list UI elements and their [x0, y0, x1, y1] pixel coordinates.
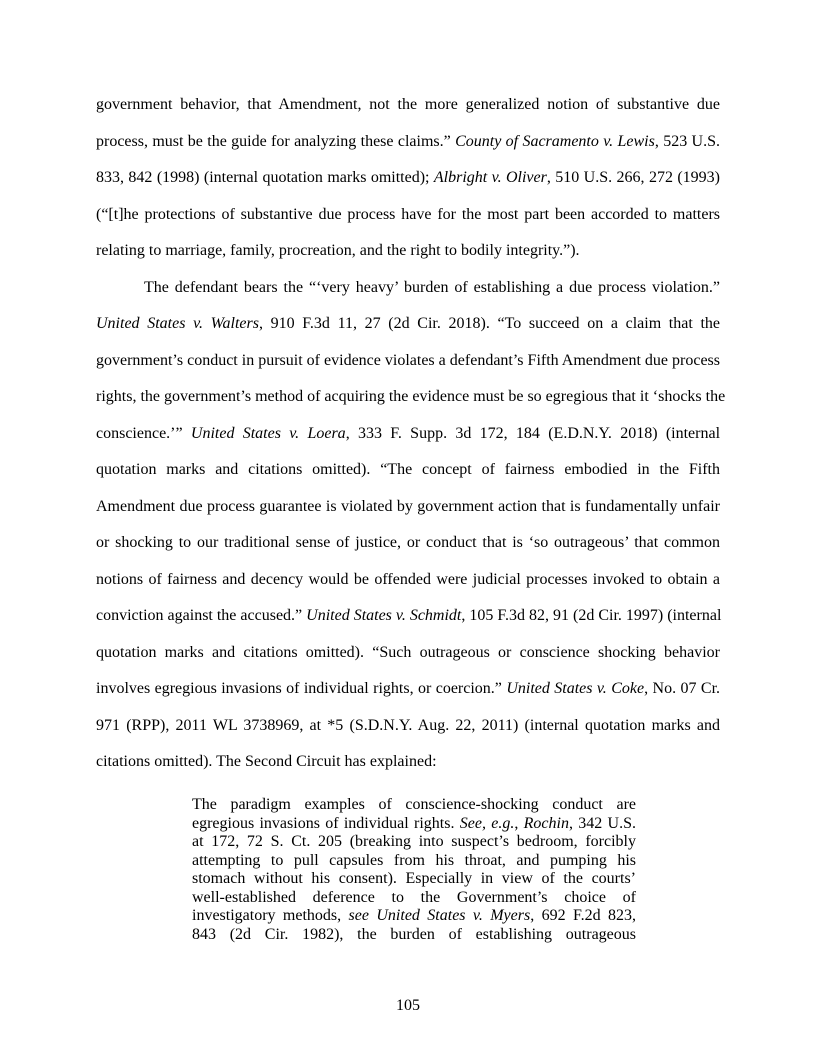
case-citation: Albright v. Oliver [433, 169, 547, 186]
case-citation: see United States v. Myers [348, 907, 531, 924]
body-line: government behavior, that Amendment, not the more generalized notion of substantive due [96, 96, 720, 113]
block-quote-line: egregious invasions of individual rights. See, e.g., Rochin, 342 U.S. [192, 814, 636, 832]
body-line: (“[t]he protections of substantive due process have for the most part been accorded to matters [96, 206, 720, 223]
body-line: conscience.’” United States v. Loera, 333 F. Supp. 3d 172, 184 (E.D.N.Y. 2018) (internal [96, 425, 721, 442]
body-line: rights, the government’s method of acquiring the evidence must be so egregious that it ‘shocks the [96, 388, 726, 405]
case-citation: Rochin [523, 814, 569, 832]
body-line: government’s conduct in pursuit of evidence violates a defendant’s Fifth Amendment due process [96, 352, 720, 369]
body-line: notions of fairness and decency would be offended were judicial processes invoked to obtain a [96, 571, 720, 588]
page-number: 105 [396, 997, 420, 1014]
body-line: conviction against the accused.” United States v. Schmidt, 105 F.3d 82, 91 (2d Cir. 1997) (internal [96, 607, 722, 624]
body-line: or shocking to our traditional sense of justice, or conduct that is ‘so outrageous’ that common [96, 534, 720, 551]
block-quote-line: 843 (2d Cir. 1982), the burden of establishing outrageous [192, 925, 636, 943]
case-citation: United States v. Walters [96, 315, 259, 332]
body-line: 833, 842 (1998) (internal quotation marks omitted); Albright v. Oliver, 510 U.S. 266, 272 (1993) [96, 169, 721, 186]
body-line: process, must be the guide for analyzing these claims.” County of Sacramento v. Lewis, 523 U.S. [96, 133, 721, 150]
case-citation: County of Sacramento v. Lewis [455, 133, 655, 150]
body-line: United States v. Walters, 910 F.3d 11, 27 (2d Cir. 2018). “To succeed on a claim that the [96, 315, 721, 332]
body-line: quotation marks and citations omitted). “The concept of fairness embodied in the Fifth [96, 461, 720, 478]
body-line: The defendant bears the “‘very heavy’ burden of establishing a due process violation.” [144, 279, 720, 296]
block-quote-line: at 172, 72 S. Ct. 205 (breaking into suspect’s bedroom, forcibly [192, 833, 636, 850]
case-citation: United States v. Loera [190, 425, 346, 442]
block-quote-line: stomach without his consent). Especially in view of the courts’ [192, 870, 636, 887]
case-citation: See, e.g. [459, 814, 515, 832]
body-line: 971 (RPP), 2011 WL 3738969, at *5 (S.D.N.Y. Aug. 22, 2011) (internal quotation marks and [96, 717, 720, 734]
body-line: relating to marriage, family, procreation, and the right to bodily integrity.”). [96, 242, 580, 259]
body-line: quotation marks and citations omitted). “Such outrageous or conscience shocking behavior [96, 644, 720, 661]
case-citation: United States v. Coke [506, 680, 645, 697]
body-line: Amendment due process guarantee is violated by government action that is fundamentally unfair [96, 498, 720, 515]
body-line: citations omitted). The Second Circuit has explained: [96, 753, 437, 770]
block-quote-line: attempting to pull capsules from his throat, and pumping his [192, 851, 636, 869]
block-quote-line: investigatory methods, see United States v. Myers, 692 F.2d 823, [192, 907, 636, 924]
case-citation: United States v. Schmidt [306, 607, 462, 624]
body-line: involves egregious invasions of individual rights, or coercion.” United States v. Coke, No. 07 Cr. [96, 680, 721, 697]
block-quote-line: well-established deference to the Government’s choice of [192, 888, 636, 906]
block-quote-line: The paradigm examples of conscience-shocking conduct are [192, 796, 636, 813]
